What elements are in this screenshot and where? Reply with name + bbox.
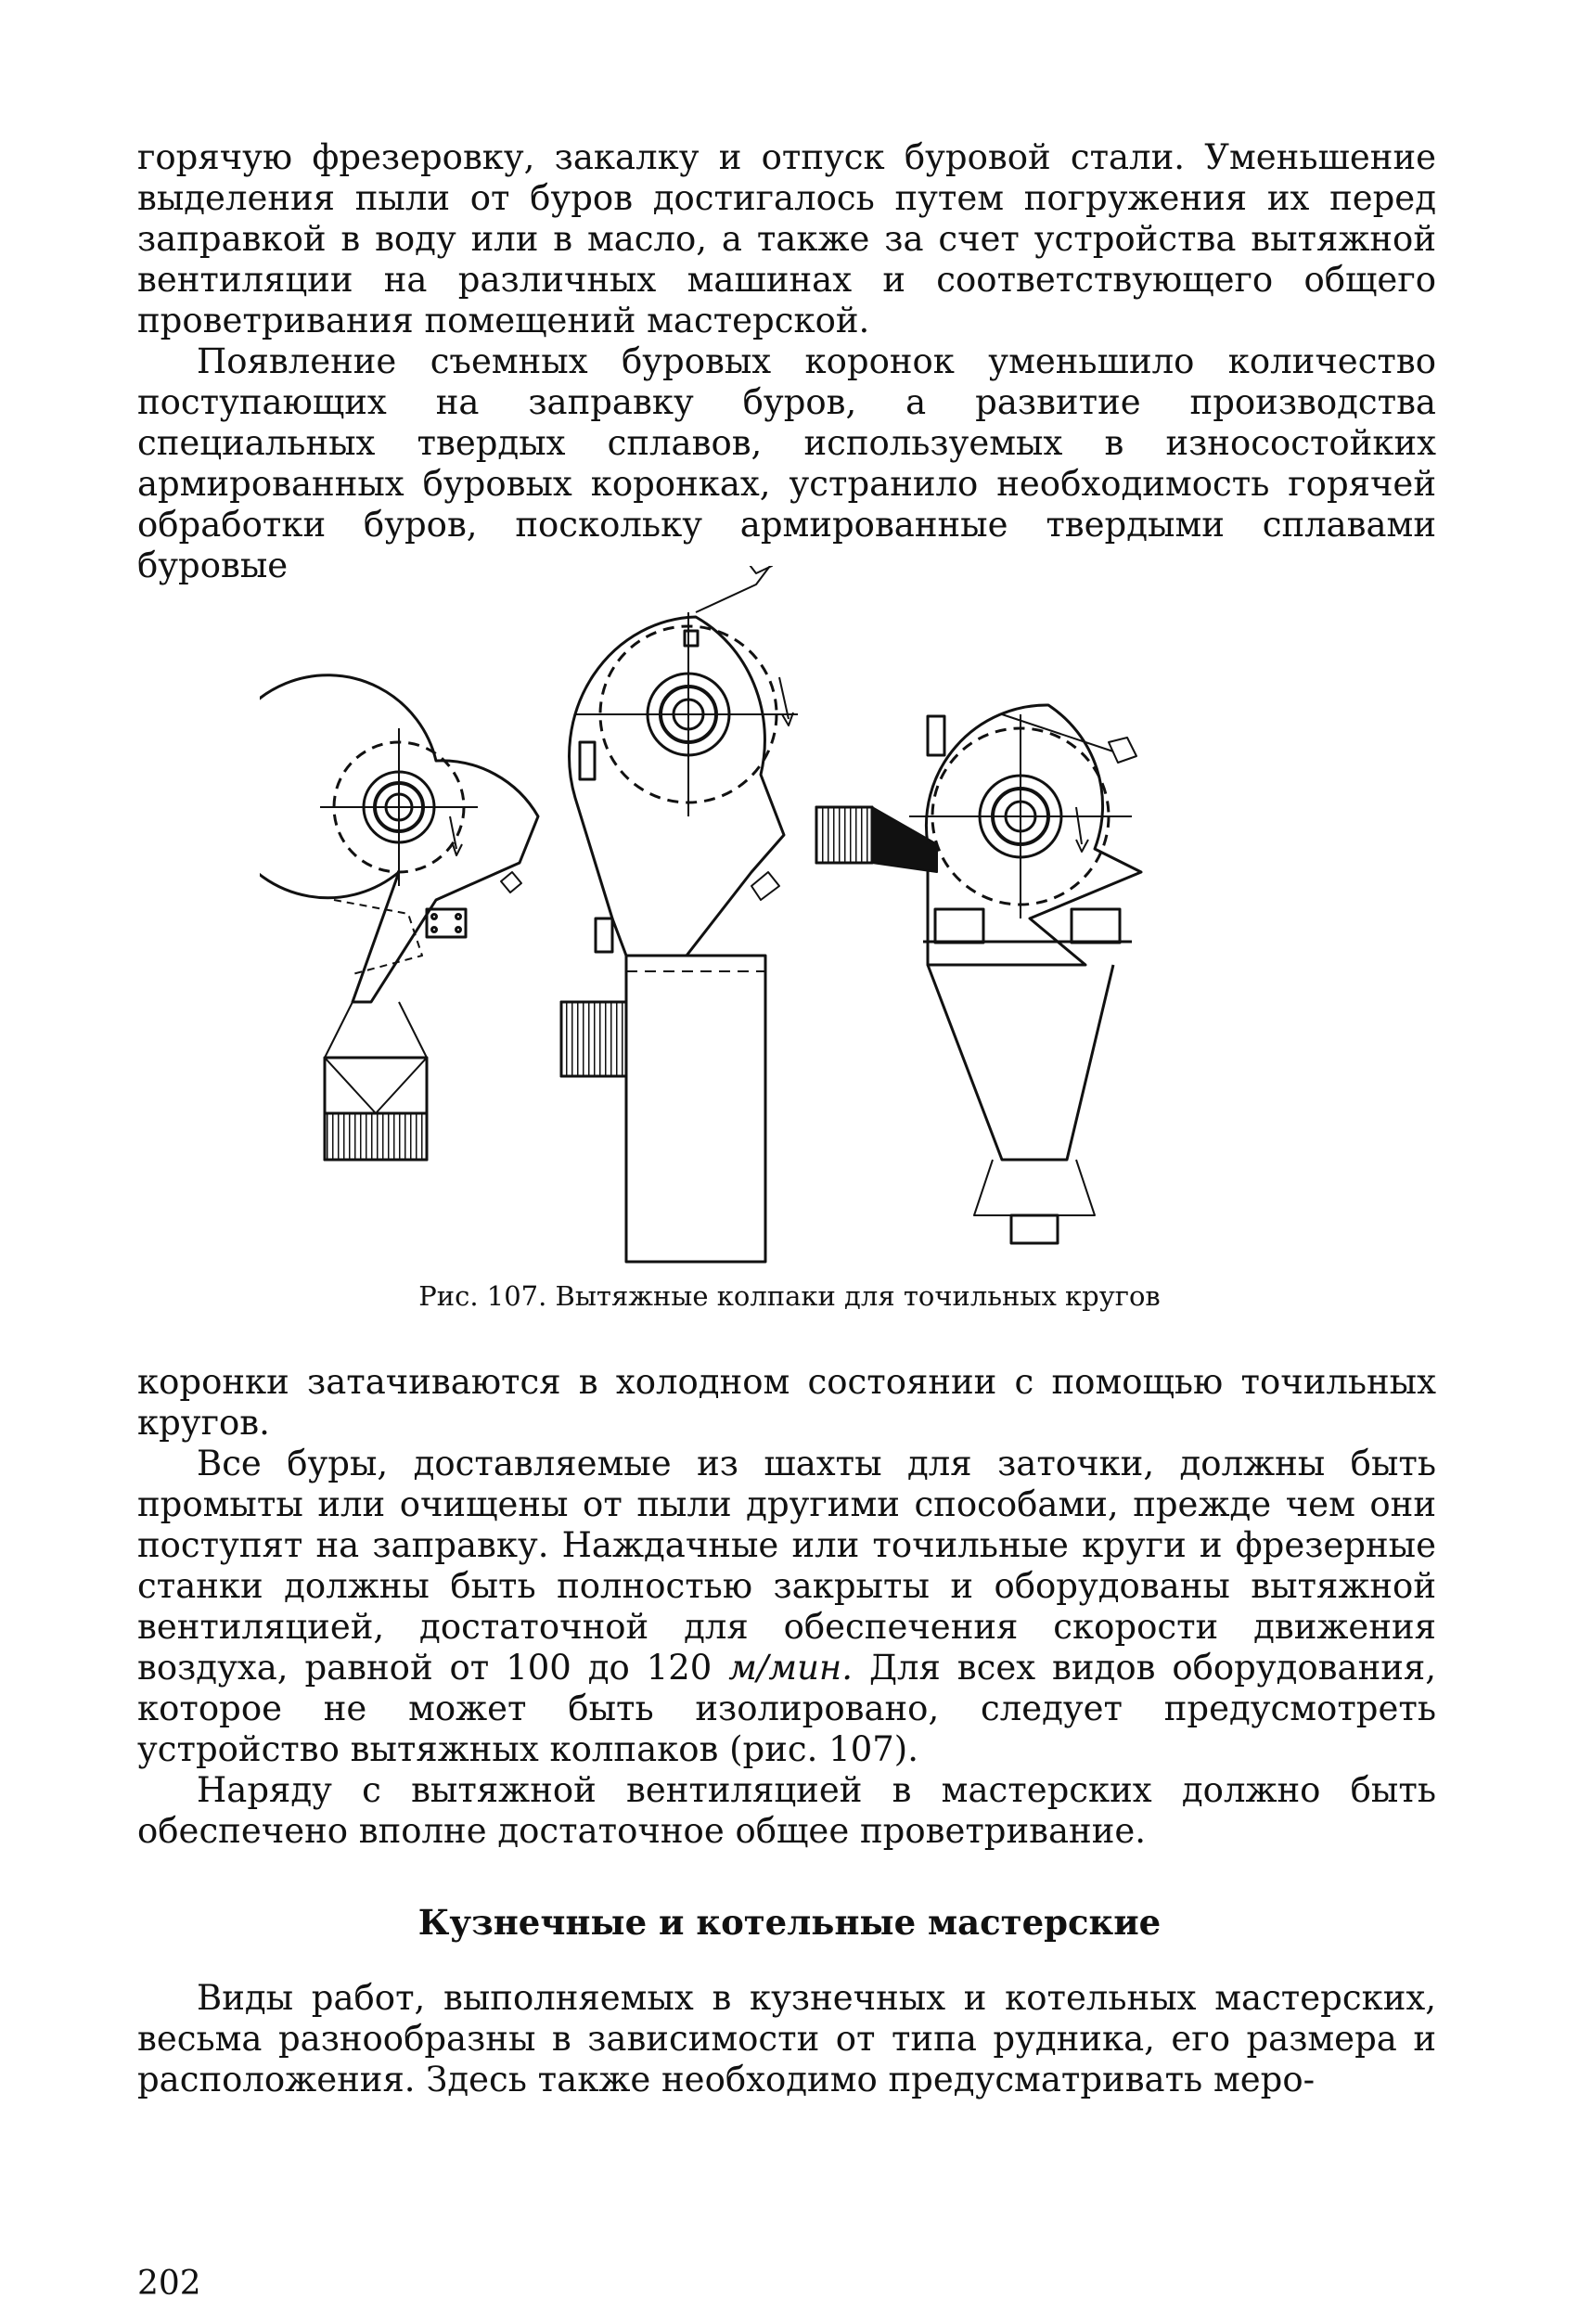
paragraph-4-text-b: Для всех видов оборудования, которое не может быть изолировано, следует предусмотреть устройство вытяжных колпаков (рис. 107). bbox=[137, 1648, 1436, 1769]
paragraph-5: Наряду с вытяжной вентиляцией в мастерских должно быть обеспечено вполне достаточное общее проветривание. bbox=[137, 1770, 1436, 1851]
top-text-block bbox=[137, 137, 1436, 586]
paragraph-4-text-a: Все буры, доставляемые из шахты для заточки, должны быть промыты или очищены от пыли другими способами, прежде чем они поступят на заправку. Наждачные или точильные круги и фрезерные станки должны быть полностью закрыты и оборудованы вытяжной вентиляцией, достаточной для обеспечения скорости движения воздуха, равной от 100 до 120 bbox=[137, 1444, 1436, 1688]
paragraph-4 bbox=[137, 1444, 1436, 1770]
grinding-hood-center bbox=[561, 566, 798, 1262]
bottom-text-block bbox=[137, 1978, 1436, 2100]
page-number: 202 bbox=[137, 2265, 201, 2303]
section-heading: Кузнечные и котельные мастерские bbox=[417, 1902, 1162, 1943]
paragraph-1: горячую фрезеровку, закалку и отпуск буровой стали. Уменьшение выделения пыли от буров достигалось путем погружения их перед заправкой в воду или в масло, а также за счет устройства вытяжной вентиляции на различных машинах и соответствующего общего проветривания помещений мастерской. bbox=[137, 137, 1436, 340]
figure-caption: Рис. 107. Вытяжные колпаки для точильных кругов bbox=[418, 1280, 1161, 1312]
paragraph-6: Виды работ, выполняемых в кузнечных и котельных мастерских, весьма разнообразны в зависимости от типа рудника, его размера и расположения. Здесь также необходимо предусматривать меро- bbox=[137, 1978, 1436, 2099]
grinding-hood-left bbox=[260, 675, 538, 1160]
grinding-hood-right bbox=[816, 705, 1141, 1243]
speed-unit: м/мин. bbox=[728, 1648, 854, 1688]
paragraph-3: коронки затачиваются в холодном состоянии с помощью точильных кругов. bbox=[137, 1362, 1436, 1443]
middle-text-block bbox=[137, 1362, 1436, 1852]
exhaust-hoods-figure bbox=[260, 566, 1317, 1271]
paragraph-2: Появление съемных буровых коронок уменьшило количество поступающих на заправку буров, а развитие производства специальных твердых сплавов, используемых в износостойких армированных буровых коронках, устранило необходимость горячей обработки буров, поскольку армированные твердыми сплавами буровые bbox=[137, 341, 1436, 585]
